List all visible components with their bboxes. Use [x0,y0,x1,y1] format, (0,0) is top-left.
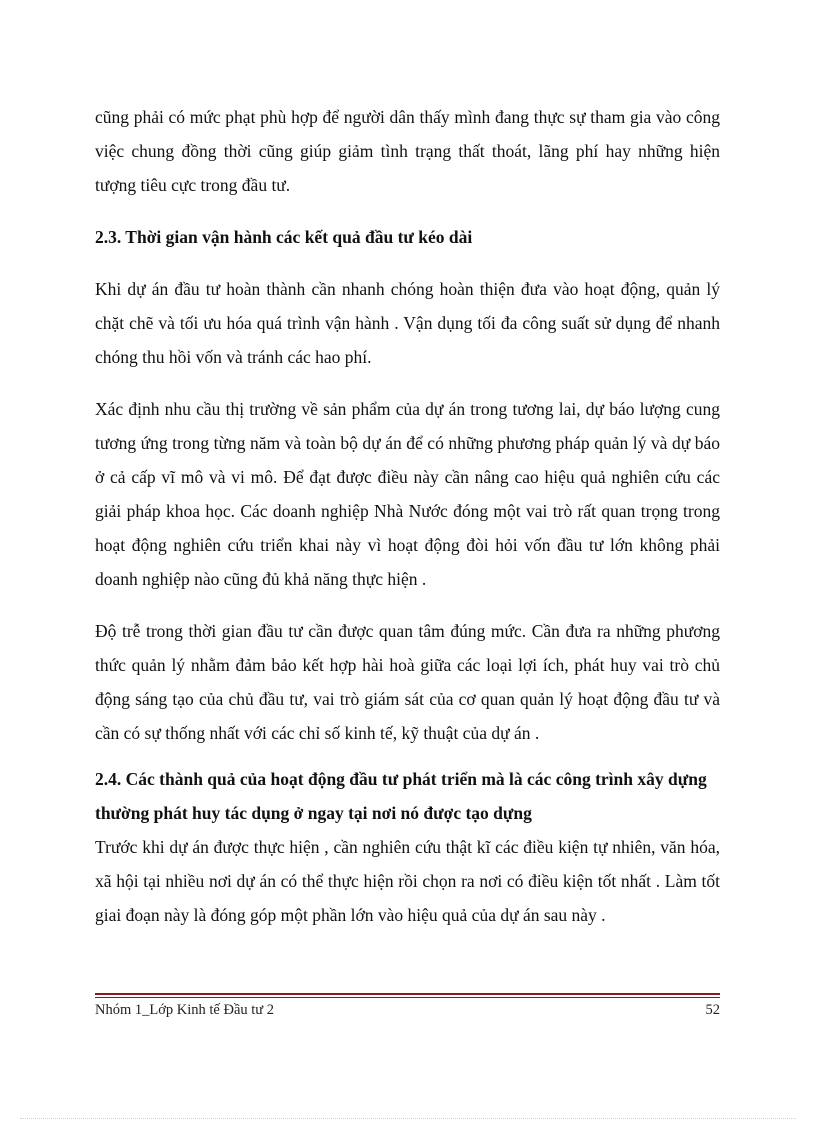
page-content [95,100,720,932]
page-number: 52 [705,1002,720,1018]
paragraph-investment-lag: Độ trễ trong thời gian đầu tư cần được quan tâm đúng mức. Cần đưa ra những phương thức quản lý nhằm đảm bảo kết hợp hài hoà giữa các loại lợi ích, phát huy vai trò chủ động sáng tạo của chủ đầu tư, vai trò giám sát của cơ quan quản lý hoạt động đầu tư và cần có sự thống nhất với các chỉ số kinh tế, kỹ thuật của dự án . [95,621,720,743]
page-edge-dotted-line [20,1118,796,1119]
paragraph-market-demand: Xác định nhu cầu thị trường về sản phẩm của dự án trong tương lai, dự báo lượng cung tương ứng trong từng năm và toàn bộ dự án để có những phương pháp quản lý và dự báo ở cả cấp vĩ mô và vi mô. Để đạt được điều này cần nâng cao hiệu quả nghiên cứu các giải pháp khoa học. Các doanh nghiệp Nhà Nước đóng một vai trò rất quan trọng trong hoạt động nghiên cứu triển khai này vì hoạt động đòi hỏi vốn đầu tư lớn không phải doanh nghiệp nào cũng đủ khả năng thực hiện . [95,399,720,589]
section-heading-2-4: 2.4. Các thành quả của hoạt động đầu tư phát triển mà là các công trình xây dựng thường phát huy tác dụng ở ngay tại nơi nó được tạo dựng [95,769,707,823]
footer-group-label: Nhóm 1_Lớp Kinh tế Đầu tư 2 [95,1002,275,1018]
footer-divider [95,993,720,998]
paragraph-penalty: cũng phải có mức phạt phù hợp để người dân thấy mình đang thực sự tham gia vào công việc chung đồng thời cũng giúp giảm tình trạng thất thoát, lãng phí hay những hiện tượng tiêu cực trong đầu tư. [95,107,720,195]
paragraph-site-selection: Trước khi dự án được thực hiện , cần nghiên cứu thật kĩ các điều kiện tự nhiên, văn hóa, xã hội tại nhiều nơi dự án có thể thực hiện rồi chọn ra nơi có điều kiện tốt nhất . Làm tốt giai đoạn này là đóng góp một phần lớn vào hiệu quả của dự án sau này . [95,837,720,925]
paragraph-operation: Khi dự án đầu tư hoàn thành cần nhanh chóng hoàn thiện đưa vào hoạt động, quản lý chặt chẽ và tối ưu hóa quá trình vận hành . Vận dụng tối đa công suất sử dụng để nhanh chóng thu hồi vốn và tránh các hao phí. [95,279,720,367]
section-heading-2-3: 2.3. Thời gian vận hành các kết quả đầu tư kéo dài [95,227,473,247]
